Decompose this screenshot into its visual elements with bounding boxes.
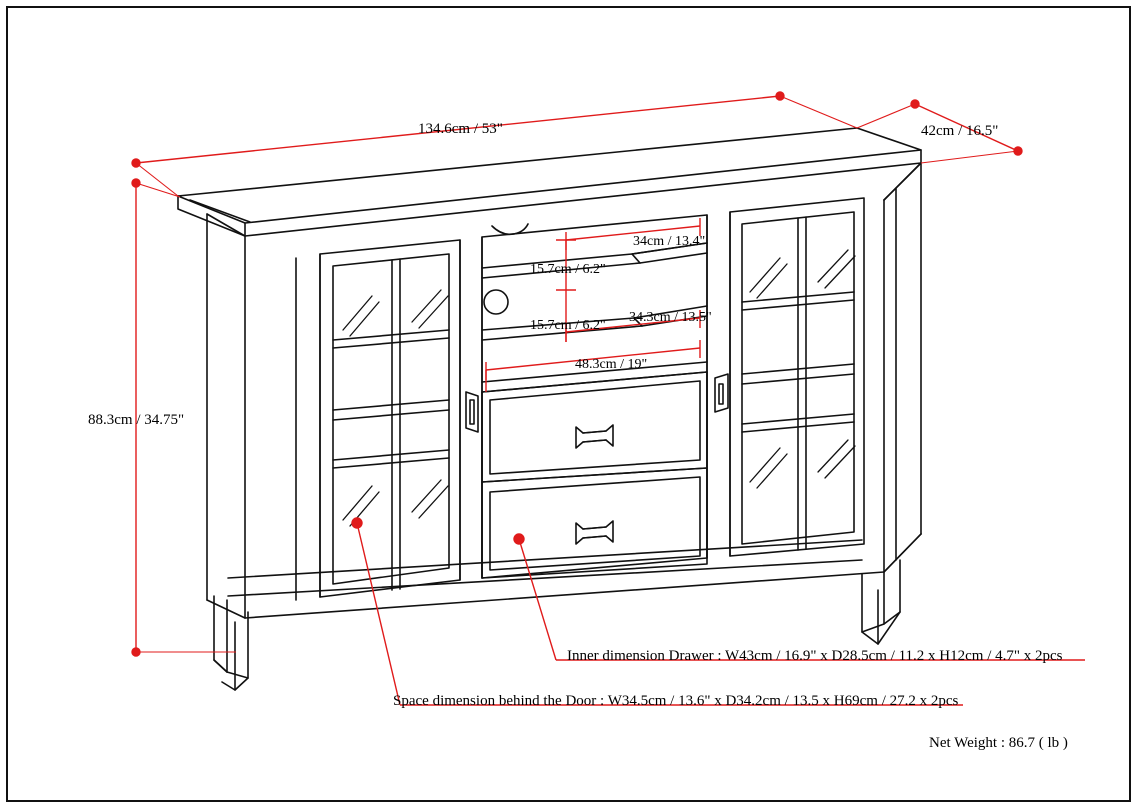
dimension-label-open-bay-width: 48.3cm / 19" xyxy=(575,357,648,372)
dimension-label-depth: 42cm / 16.5" xyxy=(921,123,999,139)
dimension-label-shelf-width-top: 34cm / 13.4" xyxy=(633,234,706,249)
dimension-label-height: 88.3cm / 34.75" xyxy=(88,412,185,428)
net-weight-label: Net Weight : 86.7 ( lb ) xyxy=(929,735,1068,751)
callout-drawer-inner-dimension: Inner dimension Drawer : W43cm / 16.9" x D28.5cm / 11.2 x H12cm / 4.7" x 2pcs xyxy=(567,648,1063,664)
dimension-label-shelf-gap-top: 15.7cm / 6.2" xyxy=(530,262,606,277)
dimension-label-shelf-gap-bottom: 15.7cm / 6.2" xyxy=(530,318,606,333)
dimension-label-width: 134.6cm / 53" xyxy=(418,121,503,137)
callout-door-space-dimension: Space dimension behind the Door : W34.5cm / 13.6" x D34.2cm / 13.5 x H69cm / 27.2 x 2pcs xyxy=(393,693,959,709)
dimension-label-shelf-width-mid: 34.3cm / 13.5" xyxy=(629,310,712,325)
